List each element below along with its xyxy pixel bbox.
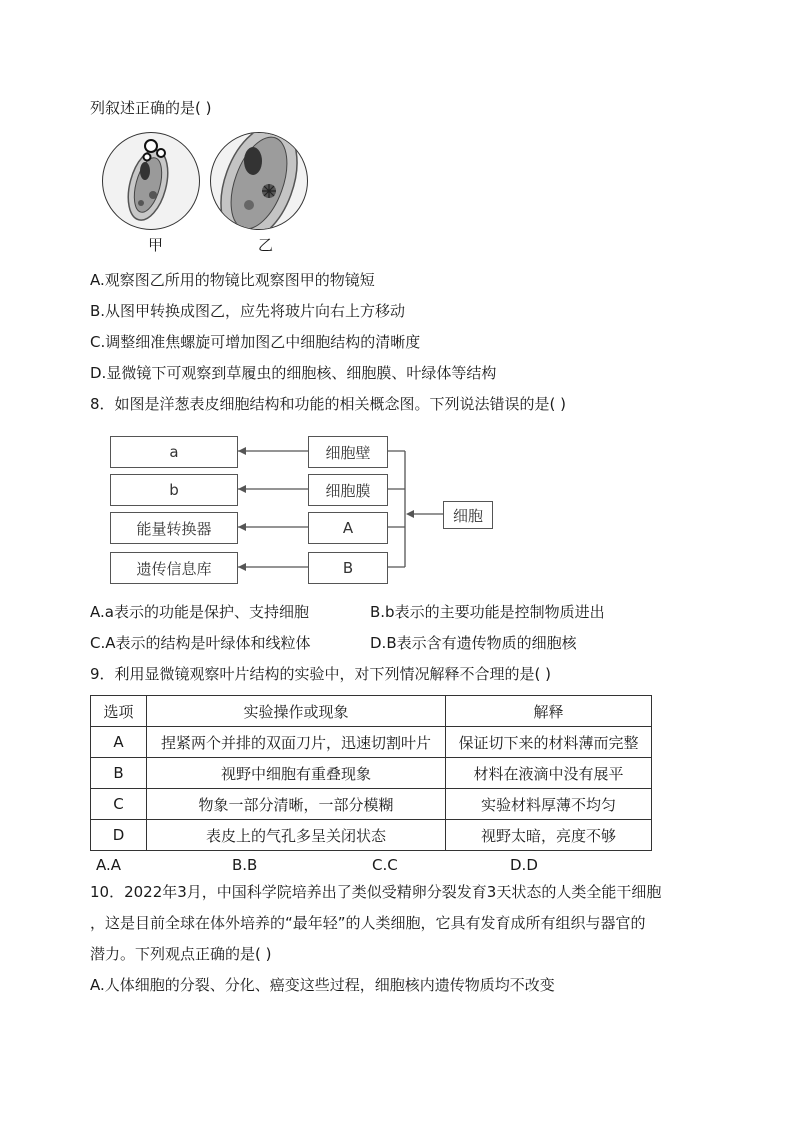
concept-box-cell: 细胞 [443, 501, 493, 529]
concept-box-A: A [308, 512, 388, 544]
q9-option-d: D.D [510, 856, 538, 874]
caption-jia: 甲 [148, 236, 164, 254]
q7-option-d: D.显微镜下可观察到草履虫的细胞核、细胞膜、叶绿体等结构 [90, 364, 497, 382]
cell-option: B [91, 758, 147, 789]
q8-option-b: B.b表示的主要功能是控制物质进出 [370, 603, 605, 621]
q8-option-d: D.B表示含有遗传物质的细胞核 [370, 634, 577, 652]
concept-box-energy-converter: 能量转换器 [110, 512, 238, 544]
cell-operation: 物象一部分清晰，一部分模糊 [147, 789, 446, 820]
q8-stem: 8．如图是洋葱表皮细胞结构和功能的相关概念图。下列说法错误的是( ) [90, 395, 567, 413]
q10-stem-line-1: 10．2022年3月，中国科学院培养出了类似受精卵分裂发育3天状态的人类全能干细胞 [90, 883, 662, 901]
cell-explanation: 实验材料厚薄不均匀 [446, 789, 652, 820]
cell-operation: 表皮上的气孔多呈关闭状态 [147, 820, 446, 851]
concept-box-cell-membrane: 细胞膜 [308, 474, 388, 506]
cell-concept-map [100, 425, 520, 595]
cell-option: A [91, 727, 147, 758]
q7-option-a: A.观察图乙所用的物镜比观察图甲的物镜短 [90, 271, 375, 289]
q7-intro: 列叙述正确的是( ) [90, 99, 212, 117]
q7-option-c: C.调整细准焦螺旋可增加图乙中细胞结构的清晰度 [90, 333, 421, 351]
header-explanation: 解释 [446, 696, 652, 727]
concept-box-cell-wall: 细胞壁 [308, 436, 388, 468]
micrograph-jia [102, 132, 200, 230]
concept-box-a: a [110, 436, 238, 468]
q7-option-b: B.从图甲转换成图乙，应先将玻片向右上方移动 [90, 302, 406, 320]
q10-option-a: A.人体细胞的分裂、分化、癌变这些过程，细胞核内遗传物质均不改变 [90, 976, 555, 994]
concept-box-b: b [110, 474, 238, 506]
table-row [91, 789, 652, 820]
q9-table [90, 695, 652, 851]
q10-stem-line-3: 潜力。下列观点正确的是( ) [90, 945, 272, 963]
header-operation: 实验操作或现象 [147, 696, 446, 727]
cell-explanation: 视野太暗，亮度不够 [446, 820, 652, 851]
table-header-row [91, 696, 652, 727]
q9-stem: 9．利用显微镜观察叶片结构的实验中，对下列情况解释不合理的是( ) [90, 665, 552, 683]
header-option: 选项 [91, 696, 147, 727]
micrograph-yi [210, 132, 308, 230]
concept-box-B: B [308, 552, 388, 584]
concept-box-genetic-library: 遗传信息库 [110, 552, 238, 584]
q8-option-c: C.A表示的结构是叶绿体和线粒体 [90, 634, 311, 652]
q9-option-c: C.C [372, 856, 398, 874]
cell-operation: 捏紧两个并排的双面刀片，迅速切割叶片 [147, 727, 446, 758]
q10-stem-line-2: ，这是目前全球在体外培养的“最年轻”的人类细胞，它具有发育成所有组织与器官的 [90, 914, 646, 932]
table-row [91, 758, 652, 789]
cell-option: C [91, 789, 147, 820]
cell-explanation: 保证切下来的材料薄而完整 [446, 727, 652, 758]
paramecium-figure [100, 130, 300, 254]
cell-explanation: 材料在液滴中没有展平 [446, 758, 652, 789]
cell-operation: 视野中细胞有重叠现象 [147, 758, 446, 789]
table-row [91, 820, 652, 851]
q8-option-a: A.a表示的功能是保护、支持细胞 [90, 603, 309, 621]
cell-option: D [91, 820, 147, 851]
q9-option-a: A.A [96, 856, 122, 874]
caption-yi: 乙 [258, 236, 274, 254]
table-row [91, 727, 652, 758]
q9-option-b: B.B [232, 856, 258, 874]
